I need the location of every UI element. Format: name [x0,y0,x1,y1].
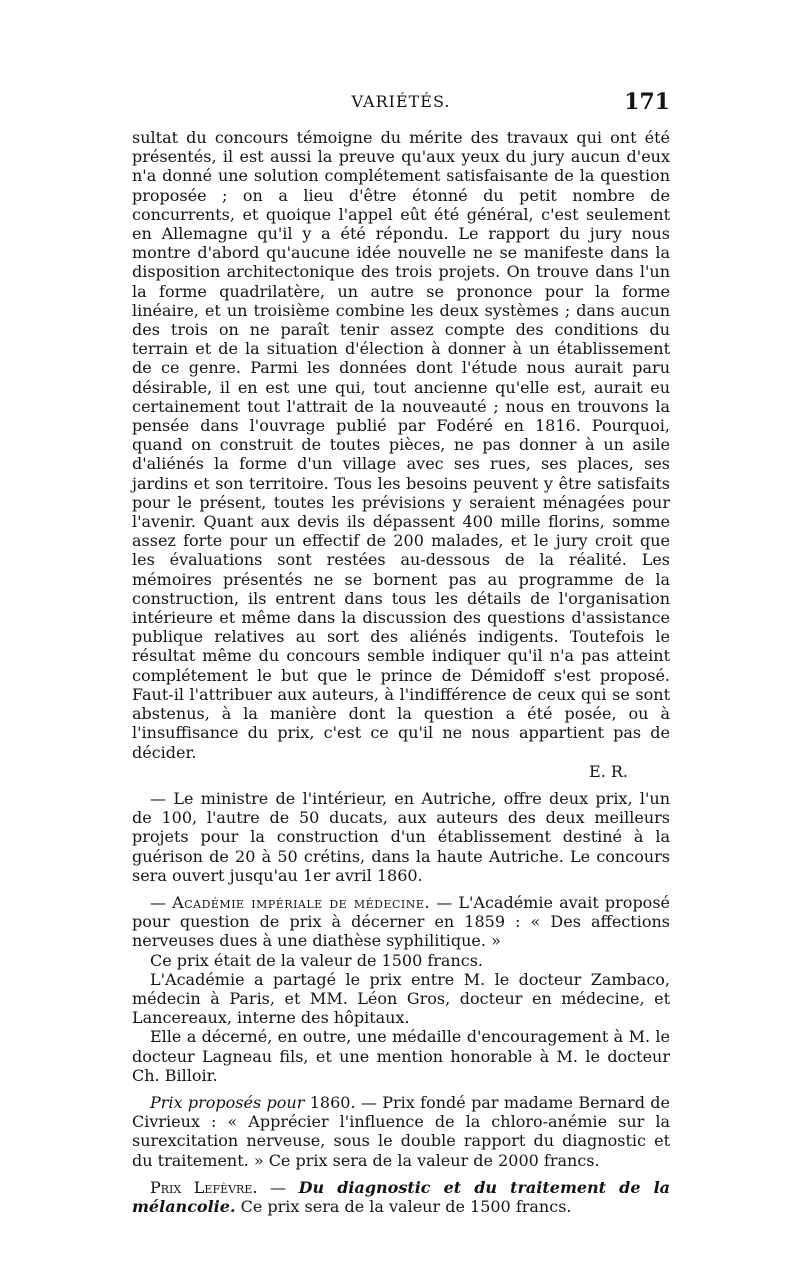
lefevre-subject: Du diagnostic et du traitement de la mélancolie. [132,1177,671,1216]
paragraph-prize-value: Ce prix était de la valeur de 1500 francs. [150,950,483,970]
prizes-heading: Prix proposés pour [150,1092,305,1112]
paragraph-academie [132,893,670,951]
author-signature: E. R. [589,761,628,781]
academie-heading: Académie impériale de médecine. [172,892,431,912]
paragraph-prizes-1860 [132,1093,670,1170]
paragraph-austria-prize: — Le ministre de l'intérieur, en Autriche, offre deux prix, l'un de 100, l'autre de 50 ducats, aux auteurs des deux meilleurs projets pour la construction d'un établissement destiné à la guérison de 20 à 50 crétins, dans la haute Autriche. Le concours sera ouvert jusqu'au 1er avril 1860. [132,788,670,885]
body-text [132,128,670,1216]
lefevre-heading: Prix Lefèvre. [150,1177,258,1197]
paragraph-prize-shared: L'Académie a partagé le prix entre M. le docteur Zambaco, médecin à Paris, et MM. Léon Gros, docteur en médecine, et Lancereaux, interne des hôpitaux. [132,969,670,1028]
paragraph-medal: Elle a décerné, en outre, une médaille d'encouragement à M. le docteur Lagneau fils, et une mention honorable à M. le docteur Ch. Billoir. [132,1027,670,1085]
academie-text: — L'Académie avait proposé pour question de prix à décerner en 1859 : « Des affections nerveuses dues à une diathèse syphilitique. » [132,892,670,951]
running-title: VARIÉTÉS. [351,92,451,111]
prizes-text: 1860. — Prix fondé par madame Bernard de Civrieux : « Apprécier l'influence de la chloro-anémie sur la surexcitation nerveuse, sous le double rapport du diagnostic et du traitement. » Ce prix sera de la valeur de 2000 francs. [132,1092,670,1170]
lefevre-text: Ce prix sera de la valeur de 1500 francs. [235,1196,572,1216]
lefevre-dash: — [257,1177,299,1197]
page-header [132,89,670,122]
dash: — [150,892,173,912]
page-number: 171 [624,89,670,115]
paragraph-concours-result: sultat du concours témoigne du mérite des travaux qui ont été présentés, il est aussi la preuve qu'aux yeux du jury aucun d'eux n'a donné une solution complétement satisfaisante de la question proposée ; on a lieu d'être étonné du petit nombre de concurrents, et quoique l'appel eût été général, c'est seulement en Allemagne qu'il y a été répondu. Le rapport du jury nous montre d'abord qu'aucune idée nouvelle ne se manifeste dans la disposition architectonique des trois projets. On trouve dans l'un la forme quadrilatère, un autre se prononce pour la forme linéaire, et un troisième combine les deux systèmes ; dans aucun des trois on ne paraît tenir assez compte des conditions du terrain et de la situation d'élection à donner à un établissement de ce genre. Parmi les données dont l'étude nous aurait paru désirable, il en est une qui, tout ancienne qu'elle est, aurait eu certainement tout l'attrait de la nouveauté ; nous en trouvons la pensée dans l'ouvrage publié par Fodéré en 1816. Pourquoi, quand on construit de toutes pièces, ne pas donner à un asile d'aliénés la forme d'un village avec ses rues, ses places, ses jardins et son territoire. Tous les besoins peuvent y être satisfaits pour le présent, toutes les prévisions y seraient ménagées pour l'avenir. Quant aux devis ils dépassent 400 mille florins, somme assez forte pour un effectif de 200 malades, et le jury croit que les évaluations sont restées au-dessous de la réalité. Les mémoires présentés ne se bornent pas au programme de la construction, ils entrent dans tous les détails de l'organisation intérieure et même dans la discussion des questions d'assistance publique relatives au sort des aliénés indigents. Toutefois le résultat même du concours semble indiquer qu'il n'a pas atteint complétement le but que le prince de Démidoff s'est proposé. Faut-il l'attribuer aux auteurs, à l'indifférence de ceux qui se sont abstenus, à la manière dont la question a été posée, ou à l'insuffisance du prix, c'est ce qu'il ne nous appartient pas de décider. [132,128,670,762]
paragraph-prix-lefevre [132,1178,670,1216]
